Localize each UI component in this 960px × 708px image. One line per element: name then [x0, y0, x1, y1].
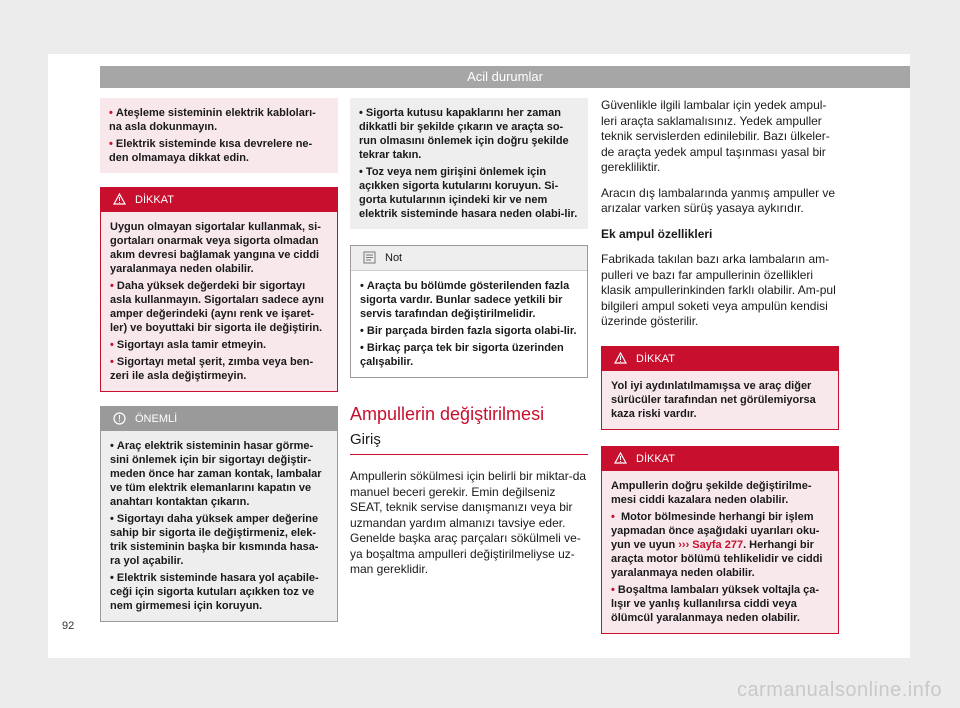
list-item: • Daha yüksek değerdeki bir sigortayı asla kullanmayın. Sigortaları sadece aynı amper değerindeki (aynı renk ve işaret-ler) ve boyuttaki bir sigorta ile değiştirin. — [110, 279, 327, 335]
note-icon — [363, 251, 376, 264]
list-item: • Sigortayı asla tamir etmeyin. — [110, 338, 327, 352]
page-header: Acil durumlar — [100, 66, 910, 88]
warning-header — [602, 447, 838, 471]
important-title: ÖNEMLİ — [135, 413, 178, 425]
section-subtitle: Giriş — [350, 431, 381, 448]
warning-box — [601, 446, 839, 634]
subheading: Ek ampul özellikleri — [601, 226, 713, 241]
note-header — [351, 246, 587, 271]
section-divider — [350, 454, 588, 455]
list-item: • Bir parçada birden fazla sigorta olabi-lir. — [360, 324, 577, 338]
warning-triangle-icon — [614, 352, 627, 364]
paragraph: Güvenlikle ilgili lambalar için yedek ampul-leri araçta saklamalısınız. Yedek ampuller teknik servislerden edinilebilir. Bazı ülkeler-de araçta yedek ampul taşınması yasal bir gerekliliktir. — [601, 98, 830, 174]
list-item — [611, 510, 828, 580]
list-item: • Araçta bu bölümde gösterilenden fazla sigorta vardır. Bunlar sadece yetkili bir servis tarafından değiştirilmelidir. — [360, 279, 577, 321]
list-item: • Elektrik sisteminde kısa devrelere ne-den olmamaya dikkat edin. — [109, 137, 328, 165]
important-box — [100, 406, 338, 622]
manual-page — [48, 54, 910, 658]
warning-box — [100, 187, 338, 392]
note-title: Not — [385, 252, 403, 264]
continued-important-box — [350, 98, 588, 229]
warning-triangle-icon — [113, 193, 126, 205]
column-3 — [601, 98, 839, 634]
bullet-text: . Herhangi bir araçta motor bölümü tehlikelidir ve ciddi yaralanmaya neden olabilir. — [611, 538, 823, 579]
info-circle-icon — [113, 412, 126, 425]
note-box — [350, 245, 588, 378]
warning-text: Yol iyi aydınlatılmamışsa ve araç diğer sürücüler tarafından net görülemiyorsa kaza riski vardır. — [611, 379, 816, 420]
warning-title: DİKKAT — [636, 352, 675, 365]
warning-header — [602, 347, 838, 371]
list-item: • Sigortayı daha yüksek amper değerine sahip bir sigorta ile değiştirmeniz, elek-trik sisteminin başka bir kısmında hasa-ra yol açabilir. — [110, 512, 327, 568]
warning-intro: Ampullerin doğru şekilde değiştirilme-mesi ciddi kazalara neden olabilir. — [611, 479, 812, 506]
watermark-text: carmanualsonline.info — [736, 679, 942, 701]
important-header — [101, 407, 337, 431]
bullet-text: Motor bölmesinde herhangi bir işlem yapmadan önce aşağıdaki uyarıları oku-yun ve uyun — [611, 510, 820, 551]
list-item: • Boşaltma lambaları yüksek voltajla ça-lışır ve yanlış kullanılırsa ciddi veya ölümcül yaralanmaya neden olabilir. — [611, 583, 828, 625]
warning-header — [101, 188, 337, 212]
list-item: • Elektrik sisteminde hasara yol açabile-ceği için sigorta kutuları açıkken toz ve nem girmemesi için koruyun. — [110, 571, 327, 613]
warning-box — [601, 346, 839, 430]
list-item: • Sigorta kutusu kapaklarını her zaman dikkatli bir şekilde çıkarın ve araçta so-run olmasını önlemek için doğru şekilde tekrar takın. — [359, 106, 578, 162]
column-1 — [100, 98, 338, 622]
warning-title: DİKKAT — [135, 194, 174, 206]
list-item: • Ateşleme sisteminin elektrik kabloları-na asla dokunmayın. — [109, 106, 328, 134]
page-reference-link[interactable]: ››› Sayfa 277 — [678, 538, 744, 551]
warning-intro: Uygun olmayan sigortalar kullanmak, si-gortaları onarmak veya sigorta olmadan akım devresi bağlamak yangına ve ciddi yaralanmaya neden olabilir. — [110, 221, 321, 275]
warning-triangle-icon — [614, 452, 627, 464]
page-number: 92 — [62, 620, 75, 632]
column-2 — [350, 98, 588, 588]
intro-paragraph: Ampullerin sökülmesi için belirli bir miktar-da manuel beceri gerekir. Emin değilseniz SEAT, teknik servise danışmanızı veya bir uzmandan yardım almanızı tavsiye eder. Genelde başka araç parçaları sökülmeli ve-ya boşaltma ampulleri değiştirilmeliyse uz-man gereklidir. — [350, 469, 587, 576]
list-item: • Araç elektrik sisteminin hasar görme-sini önlemek için bir sigortayı değiştir-meden önce har zaman kontak, lambalar ve tüm elektrik elemanlarını kapatın ve anahtarı kontaktan çıkarın. — [110, 439, 327, 509]
paragraph: Aracın dış lambalarında yanmış ampuller ve arızalar varken sürüş yasaya aykırıdır. — [601, 185, 836, 215]
list-item: • Toz veya nem girişini önlemek için açıkken sigorta kutularını koruyun. Si-gorta kutularının içindeki kir ve nem elektrik sisteminde hasara neden olabi-lir. — [359, 165, 578, 221]
warning-title: DİKKAT — [636, 452, 675, 465]
section-title: Ampullerin değiştirilmesi — [350, 404, 545, 424]
list-item: • Sigortayı metal şerit, zımba veya ben-zeri ile asla değiştirmeyin. — [110, 355, 327, 383]
paragraph: Fabrikada takılan bazı arka lambaların am-pulleri ve bazı far ampullerinin özellikleri klasik ampullerinkinden farklı olabilir. Am-pul bilgileri ampul soketi veya ampulün kendisi üzerinde gösterilir. — [601, 252, 836, 328]
continued-warning-box — [100, 98, 338, 173]
list-item: • Birkaç parça tek bir sigorta üzerinden çalışabilir. — [360, 341, 577, 369]
